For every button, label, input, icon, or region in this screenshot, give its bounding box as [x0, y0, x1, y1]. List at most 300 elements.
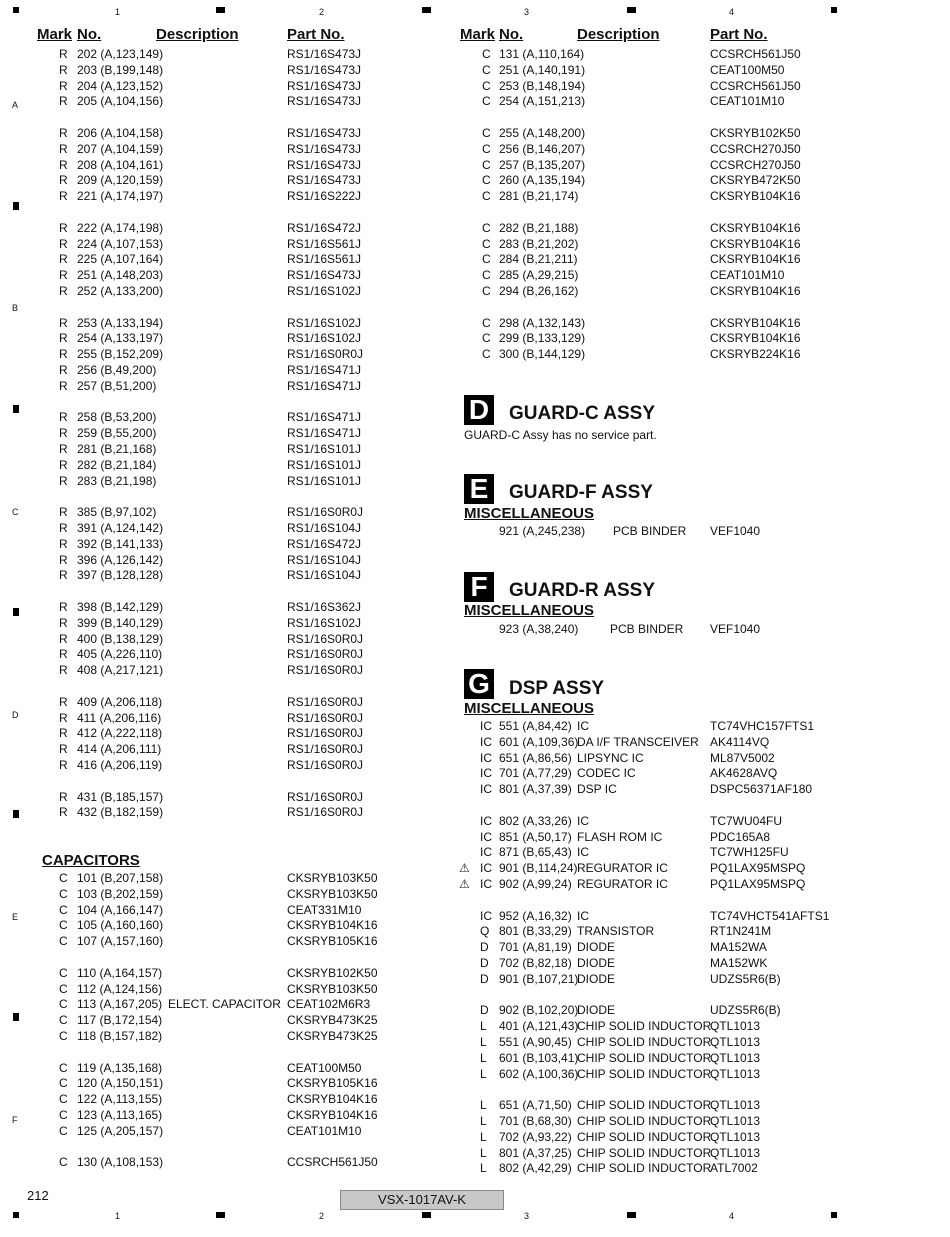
part-no: RS1/16S471J: [287, 363, 362, 377]
ref-no: 225 (A,107,164): [77, 252, 164, 267]
mark: IC: [480, 877, 492, 891]
table-row: [37, 1076, 457, 1092]
part-no: RS1/16S473J: [287, 173, 362, 188]
part-no: RS1/16S0R0J: [287, 694, 364, 709]
table-row: [460, 1019, 880, 1035]
table-row: [37, 726, 457, 742]
part-no: TC74VHCT541AFTS1: [710, 908, 830, 923]
part-no: RS1/16S473J: [287, 62, 362, 77]
table-row: [460, 845, 880, 861]
part-no: TC74VHC157FTS1: [710, 719, 815, 733]
ref-no: 259 (B,55,200): [77, 426, 157, 441]
description: CHIP SOLID INDUCTOR: [577, 1145, 712, 1160]
part-no: RS1/16S102J: [287, 331, 362, 346]
mark: C: [482, 284, 491, 298]
part-no: MA152WA: [710, 940, 767, 955]
ref-no: 702 (B,82,18): [499, 956, 572, 970]
ruler-row-a: A: [12, 100, 19, 110]
ref-no: 901 (B,114,24): [499, 861, 578, 876]
ref-no: 252 (A,133,200): [77, 284, 164, 298]
table-row: [37, 63, 457, 79]
mark: IC: [480, 861, 492, 876]
table-row: [460, 158, 880, 174]
ref-no: 701 (B,68,30): [499, 1114, 572, 1128]
register-mark: [13, 202, 19, 210]
register-mark: [831, 1212, 837, 1218]
mark: D: [480, 940, 489, 955]
ruler-col-1: 1: [115, 7, 121, 17]
ref-no: 281 (B,21,174): [499, 189, 579, 204]
mark: Q: [480, 924, 490, 939]
mark: R: [59, 505, 68, 520]
table-row: [460, 735, 880, 751]
part-no: CKSRYB102K50: [710, 126, 801, 140]
description: IC: [577, 813, 589, 828]
part-no: QTL1013: [710, 1145, 761, 1160]
ref-no: 255 (A,148,200): [499, 126, 586, 140]
part-no: RS1/16S362J: [287, 600, 362, 614]
table-row: [37, 379, 457, 395]
ref-no: 256 (B,146,207): [499, 141, 586, 156]
part-no: CKSRYB103K50: [287, 886, 378, 901]
assy-letter-d: D: [464, 395, 494, 425]
mark: C: [59, 934, 68, 949]
mark: R: [59, 536, 68, 551]
register-mark: [13, 608, 19, 616]
ref-no: 253 (A,133,194): [77, 315, 164, 330]
description: DIODE: [577, 1003, 616, 1018]
part-no: RS1/16S561J: [287, 236, 362, 251]
table-row: [460, 237, 880, 253]
ref-no: 284 (B,21,211): [499, 252, 578, 267]
mark: IC: [480, 734, 492, 749]
header-mark: Mark: [37, 26, 73, 43]
ref-no: 257 (B,51,200): [77, 378, 157, 393]
mark: C: [482, 220, 491, 235]
part-no: CKSRYB473K25: [287, 1013, 378, 1028]
part-no: RS1/16S102J: [287, 615, 362, 630]
ref-no: 204 (A,123,152): [77, 78, 164, 93]
mark: R: [59, 268, 68, 283]
mark: R: [59, 615, 68, 630]
table-row: [37, 966, 457, 982]
part-no: RS1/16S104J: [287, 568, 362, 583]
ref-no: 104 (A,166,147): [77, 902, 164, 917]
ref-no: 432 (B,182,159): [77, 805, 164, 820]
register-mark: [627, 1212, 636, 1218]
mark: L: [480, 1019, 487, 1034]
part-no: RS1/16S102J: [287, 284, 362, 298]
ref-no: 385 (B,97,102): [77, 505, 157, 520]
description: DIODE: [577, 971, 616, 986]
ref-no: 551 (A,90,45): [499, 1035, 572, 1049]
mark: C: [59, 1123, 68, 1138]
ruler-col-2-bottom: 2: [319, 1211, 325, 1221]
mark: IC: [480, 719, 492, 733]
part-no: QTL1013: [710, 1035, 761, 1049]
part-no: RS1/16S472J: [287, 536, 362, 551]
ref-no: 902 (B,102,20): [499, 1003, 579, 1018]
ref-no: 256 (B,49,200): [77, 363, 157, 377]
part-no: VEF1040: [710, 622, 761, 636]
table-row: [460, 830, 880, 846]
ref-no: 103 (B,202,159): [77, 886, 164, 901]
mark: R: [59, 378, 68, 393]
mark: R: [59, 473, 68, 488]
ref-no: 401 (A,121,43): [499, 1019, 579, 1034]
ref-no: 299 (B,133,129): [499, 331, 586, 346]
table-row: [37, 316, 457, 332]
mark: C: [59, 1060, 68, 1075]
description: CHIP SOLID INDUCTOR: [577, 1066, 712, 1081]
ruler-col-4-bottom: 4: [729, 1211, 735, 1221]
part-no: CKSRYB104K16: [710, 315, 801, 330]
ref-no: 101 (B,207,158): [77, 871, 164, 885]
ruler-col-3: 3: [524, 7, 530, 17]
part-no: UDZS5R6(B): [710, 1003, 781, 1018]
table-row: [460, 956, 880, 972]
table-row: [460, 268, 880, 284]
part-no: CCSRCH561J50: [710, 47, 801, 61]
mark: R: [59, 78, 68, 93]
table-row: [37, 126, 457, 142]
mark: R: [59, 647, 68, 662]
description: CHIP SOLID INDUCTOR: [577, 1114, 712, 1128]
table-row: [460, 972, 880, 988]
table-row: [37, 347, 457, 363]
mark: C: [482, 315, 491, 330]
mark: R: [59, 47, 68, 61]
ref-no: 400 (B,138,129): [77, 631, 164, 646]
ref-no: 431 (B,185,157): [77, 789, 164, 804]
mark: C: [482, 94, 491, 109]
ref-no: 105 (A,160,160): [77, 918, 164, 933]
ref-no: 802 (A,42,29): [499, 1161, 572, 1176]
table-row: [460, 63, 880, 79]
mark: R: [59, 252, 68, 267]
mark: C: [59, 1076, 68, 1091]
part-no: RS1/16S561J: [287, 252, 362, 267]
part-no: QTL1013: [710, 1050, 761, 1065]
register-mark: [627, 7, 636, 13]
ref-no: 257 (B,135,207): [499, 157, 586, 172]
ruler-row-b: B: [12, 303, 19, 313]
table-row: [37, 47, 457, 63]
part-no: RS1/16S473J: [287, 157, 362, 172]
ref-no: 123 (A,113,165): [77, 1108, 163, 1122]
register-mark: [13, 810, 19, 818]
ref-no: 396 (A,126,142): [77, 552, 164, 567]
description: REGURATOR IC: [577, 877, 668, 891]
part-no: CKSRYB105K16: [287, 1076, 378, 1091]
part-no: RS1/16S0R0J: [287, 758, 364, 772]
guard-f-misc: MISCELLANEOUS: [464, 505, 595, 522]
ref-no: 300 (B,144,129): [499, 347, 586, 362]
mark: IC: [480, 813, 492, 828]
part-no: QTL1013: [710, 1114, 761, 1128]
mark: C: [59, 902, 68, 917]
part-no: CKSRYB104K16: [287, 1092, 378, 1107]
description: DA I/F TRANSCEIVER: [577, 734, 699, 749]
mark: C: [482, 236, 491, 251]
ref-no: 851 (A,50,17): [499, 829, 572, 844]
ref-no: 205 (A,104,156): [77, 94, 164, 109]
table-row: [37, 189, 457, 205]
mark: R: [59, 568, 68, 583]
ref-no: 902 (A,99,24): [499, 877, 572, 891]
part-no: CKSRYB473K25: [287, 1029, 378, 1043]
part-no: RS1/16S471J: [287, 426, 362, 441]
table-row: [37, 1155, 457, 1171]
ref-no: 414 (A,206,111): [77, 742, 162, 757]
part-no: CKSRYB104K16: [287, 918, 378, 933]
mark: R: [59, 284, 68, 298]
ruler-row-f: F: [12, 1115, 18, 1125]
header-no: No.: [77, 26, 102, 43]
capacitors-heading: CAPACITORS: [42, 852, 140, 869]
mark: R: [59, 126, 68, 140]
table-row: [37, 742, 457, 758]
ref-no: 802 (A,33,26): [499, 813, 572, 828]
mark: IC: [480, 908, 492, 923]
table-row: [37, 331, 457, 347]
mark: C: [59, 981, 68, 996]
table-row: [37, 647, 457, 663]
ruler-col-3-bottom: 3: [524, 1211, 530, 1221]
mark: C: [482, 331, 491, 346]
part-no: CKSRYB104K16: [710, 189, 801, 204]
ref-no: 391 (A,124,142): [77, 521, 164, 535]
mark: C: [59, 1155, 68, 1170]
table-row: [460, 1114, 880, 1130]
caution-icon: ⚠: [459, 861, 470, 876]
ref-no: 901 (B,107,21): [499, 971, 579, 986]
part-no: CEAT100M50: [287, 1060, 362, 1075]
mark: R: [59, 173, 68, 188]
part-no: CKSRYB103K50: [287, 871, 378, 885]
ref-no: 130 (A,108,153): [77, 1155, 164, 1170]
description: IC: [577, 719, 589, 733]
mark: IC: [480, 750, 492, 765]
mark: L: [480, 1066, 487, 1081]
mark: C: [482, 189, 491, 204]
part-no: TC7WH125FU: [710, 845, 789, 860]
table-row: [37, 252, 457, 268]
table-row: [37, 426, 457, 442]
ref-no: 871 (B,65,43): [499, 845, 572, 860]
part-no: QTL1013: [710, 1129, 761, 1144]
part-no: RS1/16S473J: [287, 268, 362, 283]
ref-no: 258 (B,53,200): [77, 410, 157, 425]
table-row: [37, 79, 457, 95]
ref-no: 602 (A,100,36): [499, 1066, 579, 1081]
table-row: [37, 982, 457, 998]
part-no: PQ1LAX95MSPQ: [710, 861, 806, 876]
description: CHIP SOLID INDUCTOR: [577, 1161, 712, 1176]
mark: C: [59, 886, 68, 901]
part-no: AK4114VQ: [710, 734, 770, 749]
header-part-no-right: Part No.: [710, 26, 768, 43]
ref-no: 298 (A,132,143): [499, 315, 586, 330]
mark: R: [59, 315, 68, 330]
part-no: RT1N241M: [710, 924, 772, 939]
part-no: QTL1013: [710, 1066, 761, 1081]
mark: C: [59, 965, 68, 980]
mark: R: [59, 157, 68, 172]
header-mark-right: Mark: [460, 26, 496, 43]
table-row: [37, 284, 457, 300]
mark: C: [482, 252, 491, 267]
ref-no: 408 (A,217,121): [77, 663, 164, 678]
mark: R: [59, 189, 68, 204]
part-no: RS1/16S101J: [287, 442, 362, 456]
table-row: [37, 758, 457, 774]
part-no: CKSRYB104K16: [710, 236, 801, 251]
table-row: [460, 47, 880, 63]
part-no: CKSRYB104K16: [710, 331, 801, 346]
mark: R: [59, 663, 68, 678]
part-no: RS1/16S222J: [287, 189, 362, 204]
table-row: [37, 790, 457, 806]
header-no-right: No.: [499, 26, 524, 43]
mark: IC: [480, 766, 492, 781]
part-no: RS1/16S473J: [287, 47, 362, 61]
caution-icon: ⚠: [459, 877, 470, 891]
mark: R: [59, 600, 68, 614]
part-no: TC7WU04FU: [710, 813, 783, 828]
description: DSP IC: [577, 782, 617, 797]
part-no: RS1/16S0R0J: [287, 742, 364, 757]
ruler-col-4: 4: [729, 7, 735, 17]
ref-no: 107 (A,157,160): [77, 934, 164, 949]
table-row: [37, 663, 457, 679]
dsp-misc: MISCELLANEOUS: [464, 700, 595, 717]
mark: R: [59, 758, 68, 772]
assy-letter-g: G: [464, 669, 494, 699]
mark: R: [59, 805, 68, 820]
description: CHIP SOLID INDUCTOR: [577, 1035, 712, 1049]
ref-no: 117 (B,172,154): [77, 1013, 163, 1028]
table-row: [460, 814, 880, 830]
table-row: [37, 1108, 457, 1124]
mark: C: [482, 126, 491, 140]
ref-no: 801 (A,37,25): [499, 1145, 572, 1160]
part-no: RS1/16S102J: [287, 315, 362, 330]
ref-no: 285 (A,29,215): [499, 268, 579, 283]
mark: C: [59, 1013, 68, 1028]
table-row: [460, 1146, 880, 1162]
table-row: [460, 79, 880, 95]
mark: C: [482, 47, 491, 61]
part-no: RS1/16S471J: [287, 378, 362, 393]
ref-no: 118 (B,157,182): [77, 1029, 163, 1043]
mark: R: [59, 94, 68, 109]
register-mark: [13, 405, 19, 413]
register-mark: [422, 1212, 431, 1218]
mark: C: [482, 268, 491, 283]
part-no: RS1/16S101J: [287, 457, 362, 472]
mark: R: [59, 236, 68, 251]
mark: R: [59, 442, 68, 456]
part-no: RS1/16S473J: [287, 94, 362, 109]
ref-no: 651 (A,86,56): [499, 750, 572, 765]
part-no: CEAT101M10: [287, 1123, 362, 1138]
ref-no: 409 (A,206,118): [77, 694, 163, 709]
table-row: [37, 1092, 457, 1108]
model-number: VSX-1017AV-K: [340, 1190, 504, 1210]
guard-c-title: GUARD-C ASSY: [509, 403, 656, 424]
register-mark: [216, 7, 225, 13]
ref-no: 283 (B,21,198): [77, 473, 157, 488]
mark: R: [59, 710, 68, 725]
table-row: [37, 410, 457, 426]
ref-no: 207 (A,104,159): [77, 141, 164, 156]
dsp-title: DSP ASSY: [509, 678, 605, 699]
mark: R: [59, 521, 68, 535]
table-row: [37, 1061, 457, 1077]
mark: R: [59, 789, 68, 804]
header-description: Description: [156, 26, 239, 43]
description: DIODE: [577, 940, 616, 955]
ref-no: 206 (A,104,158): [77, 126, 164, 140]
description: PCB BINDER: [613, 524, 687, 538]
mark: R: [59, 410, 68, 425]
part-no: CEAT331M10: [287, 902, 362, 917]
mark: L: [480, 1145, 487, 1160]
part-no: CCSRCH561J50: [287, 1155, 378, 1170]
ref-no: 221 (A,174,197): [77, 189, 164, 204]
mark: L: [480, 1161, 487, 1176]
part-no: RS1/16S0R0J: [287, 805, 364, 820]
table-row: [460, 719, 880, 735]
ref-no: 701 (A,77,29): [499, 766, 572, 781]
table-row: [460, 766, 880, 782]
table-row: [37, 221, 457, 237]
mark: C: [59, 997, 68, 1012]
guard-r-misc: MISCELLANEOUS: [464, 602, 595, 619]
mark: R: [59, 347, 68, 362]
mark: L: [480, 1035, 487, 1049]
description: FLASH ROM IC: [577, 829, 663, 844]
table-row: [460, 142, 880, 158]
mark: C: [59, 871, 68, 885]
mark: R: [59, 141, 68, 156]
table-row: [460, 189, 880, 205]
guard-f-title: GUARD-F ASSY: [509, 482, 653, 503]
mark: D: [480, 956, 489, 970]
table-row: [37, 1013, 457, 1029]
ref-no: 702 (A,93,22): [499, 1129, 572, 1144]
table-row: [37, 805, 457, 821]
part-no: CCSRCH270J50: [710, 141, 801, 156]
part-no: QTL1013: [710, 1019, 761, 1034]
part-no: RS1/16S0R0J: [287, 347, 364, 362]
ref-no: 398 (B,142,129): [77, 600, 164, 614]
table-row: [460, 1130, 880, 1146]
part-no: QTL1013: [710, 1098, 761, 1113]
table-row: [460, 782, 880, 798]
table-row: [37, 553, 457, 569]
table-row: [37, 632, 457, 648]
mark: R: [59, 694, 68, 709]
mark: C: [59, 1108, 68, 1122]
ref-no: 110 (A,164,157): [77, 965, 163, 980]
header-description-right: Description: [577, 26, 660, 43]
mark: L: [480, 1098, 487, 1113]
mark: L: [480, 1129, 487, 1144]
guard-c-note: GUARD-C Assy has no service part.: [464, 428, 657, 442]
table-row: [460, 316, 880, 332]
